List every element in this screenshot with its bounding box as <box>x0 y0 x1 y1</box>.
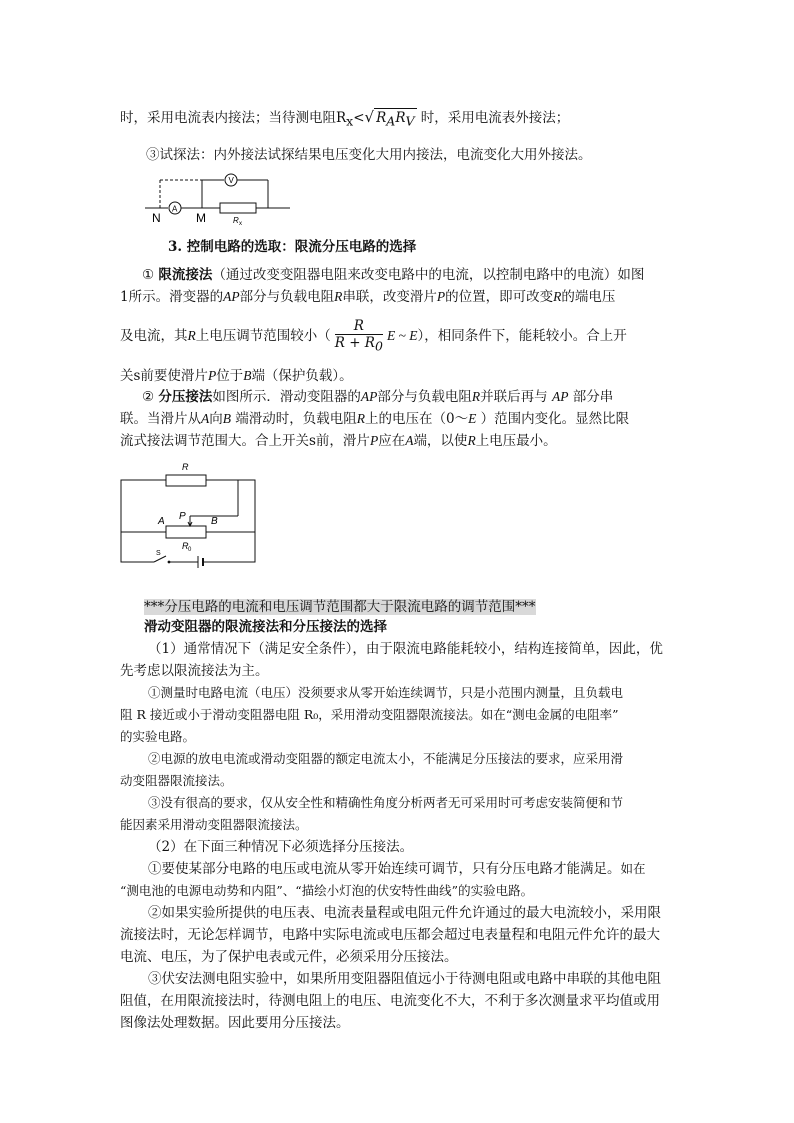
text-case-1-a-end: 的实验电路。 <box>120 729 196 744</box>
text-line-1: 时，采用电流表内接法；当待测电阻$R_x<√$ $R_AR_V$ 时，采用电流表外接法； <box>120 108 570 129</box>
resistor-rx <box>220 203 256 213</box>
fraction-r-over-r-plus-r0: $\frac{R}{R + R_0}$ <box>334 318 383 354</box>
text-voltage-divider-3: 流式接法调节范围大。合上开关s前，滑片P应在A端，以使R上电压最小。 <box>120 433 557 449</box>
text-case-1-intro-cont: 先考虑以限流接法为主。 <box>120 663 269 679</box>
text-case-2-b: ②如果实验所提供的电压表、电流表量程或电阻元件允许通过的最大电流较小，采用限 <box>148 905 661 921</box>
svg-text:R: R <box>182 462 189 472</box>
text-case-2-c: ③伏安法测电阻实验中，如果所用变阻器阻值远小于待测电阻或电路中串联的其他电阻 <box>148 971 661 987</box>
svg-text:R: R <box>233 216 239 225</box>
text-trial-method: ③试探法：内外接法试探结果电压变化大用内接法，电流变化大用外接法。 <box>146 147 592 163</box>
svg-text:A: A <box>172 204 178 214</box>
text-case-2-c-end: 图像法处理数据。因此要用分压接法。 <box>120 1015 350 1031</box>
rheostat-r0 <box>166 526 206 538</box>
text-case-2-b-cont: 流接法时，无论怎样调节，电路中实际电流或电压都会超过电表量程和电阻元件允许的最大 <box>120 927 660 943</box>
svg-text:S: S <box>156 550 161 557</box>
text-voltage-divider-1: ② 分压接法如图所示．滑动变阻器的AP部分与负载电阻R并联后再与 AP 部分串 <box>142 389 614 405</box>
svg-text:B: B <box>211 516 218 527</box>
load-resistor-r <box>166 475 206 486</box>
text-current-limit-2: 1所示。滑变器的AP部分与负载电阻R串联，改变滑片P的位置，即可改变R的端电压 <box>120 289 616 305</box>
text-case-1-b: ②电源的放电电流或滑动变阻器的额定电流太小，不能满足分压接法的要求，应采用滑 <box>148 751 624 766</box>
text-case-2-b-end: 电流、电压，为了保护电表或元件，必须采用分压接法。 <box>120 949 458 965</box>
text-case-2-intro: （2）在下面三种情况下必须选择分压接法。 <box>148 839 414 855</box>
text-case-1-c-cont: 能因素采用滑动变阻器限流接法。 <box>120 817 308 832</box>
svg-text:M: M <box>196 211 206 225</box>
text-current-limit-3: 及电流，其R上电压调节范围较小（ $\frac{R}{R + R_0}$ E ~ E），相同条件下，能耗较小。合上开 <box>120 318 627 354</box>
subheading-rheostat-selection: 滑动变阻器的限流接法和分压接法的选择 <box>144 619 387 635</box>
svg-text:x: x <box>239 221 242 227</box>
svg-text:N: N <box>152 211 161 225</box>
svg-text:A: A <box>158 516 165 527</box>
section-3-heading: 3. 控制电路的选取：限流分压电路的选择 <box>168 239 417 255</box>
circuit-diagram-1 <box>140 168 300 228</box>
svg-text:V: V <box>228 176 234 185</box>
svg-text:0: 0 <box>188 547 192 553</box>
highlight-note: ***分压电路的电流和电压调节范围都大于限流电路的调节范围*** <box>144 599 536 615</box>
text-case-2-a-cont: “测电池的电源电动势和内阻”、“描绘小灯泡的伏安特性曲线”的实验电路。 <box>120 883 534 898</box>
text-case-1-c: ③没有很高的要求，仅从安全性和精确性角度分析两者无可采用时可考虑安装简便和节 <box>148 795 624 810</box>
text-current-limit-4: 关s前要使滑片P位于B端（保护负载）。 <box>120 368 353 384</box>
text-current-limit-1: ① 限流接法（通过改变变阻器电阻来改变电路中的电流，以控制电路中的电流）如图 <box>142 267 645 283</box>
text-voltage-divider-2: 联。当滑片从A向B 端滑动时，负载电阻R上的电压在（0～E ）范围内变化。显然比限 <box>120 411 630 427</box>
text-case-1-intro: （1）通常情况下（满足安全条件），由于限流电路能耗较小，结构连接简单，因此，优 <box>148 641 663 657</box>
text-case-2-a: ①要使某部分电路的电压或电流从零开始连续可调节，只有分压电路才能满足。如在 <box>148 861 646 877</box>
sqrt-expression: $R_AR_V$ <box>376 110 415 129</box>
svg-text:R: R <box>182 541 189 551</box>
text-case-1-b-cont: 动变阻器限流接法。 <box>120 773 233 788</box>
circuit-diagram-2 <box>118 456 268 572</box>
text-case-2-c-cont: 阻值，在用限流接法时，待测电阻上的电压、电流变化不大，不利于多次测量求平均值或用 <box>120 993 660 1009</box>
text-case-1-a: ①测量时电路电流（电压）没须要求从零开始连续调节，只是小范围内测量，且负载电 <box>148 685 624 700</box>
text-case-1-a-cont: 阻 R 接近或小于滑动变阻器电阻 R₀，采用滑动变阻器限流接法。如在“测电金属的电阻率” <box>120 707 619 722</box>
svg-text:P: P <box>179 511 186 522</box>
